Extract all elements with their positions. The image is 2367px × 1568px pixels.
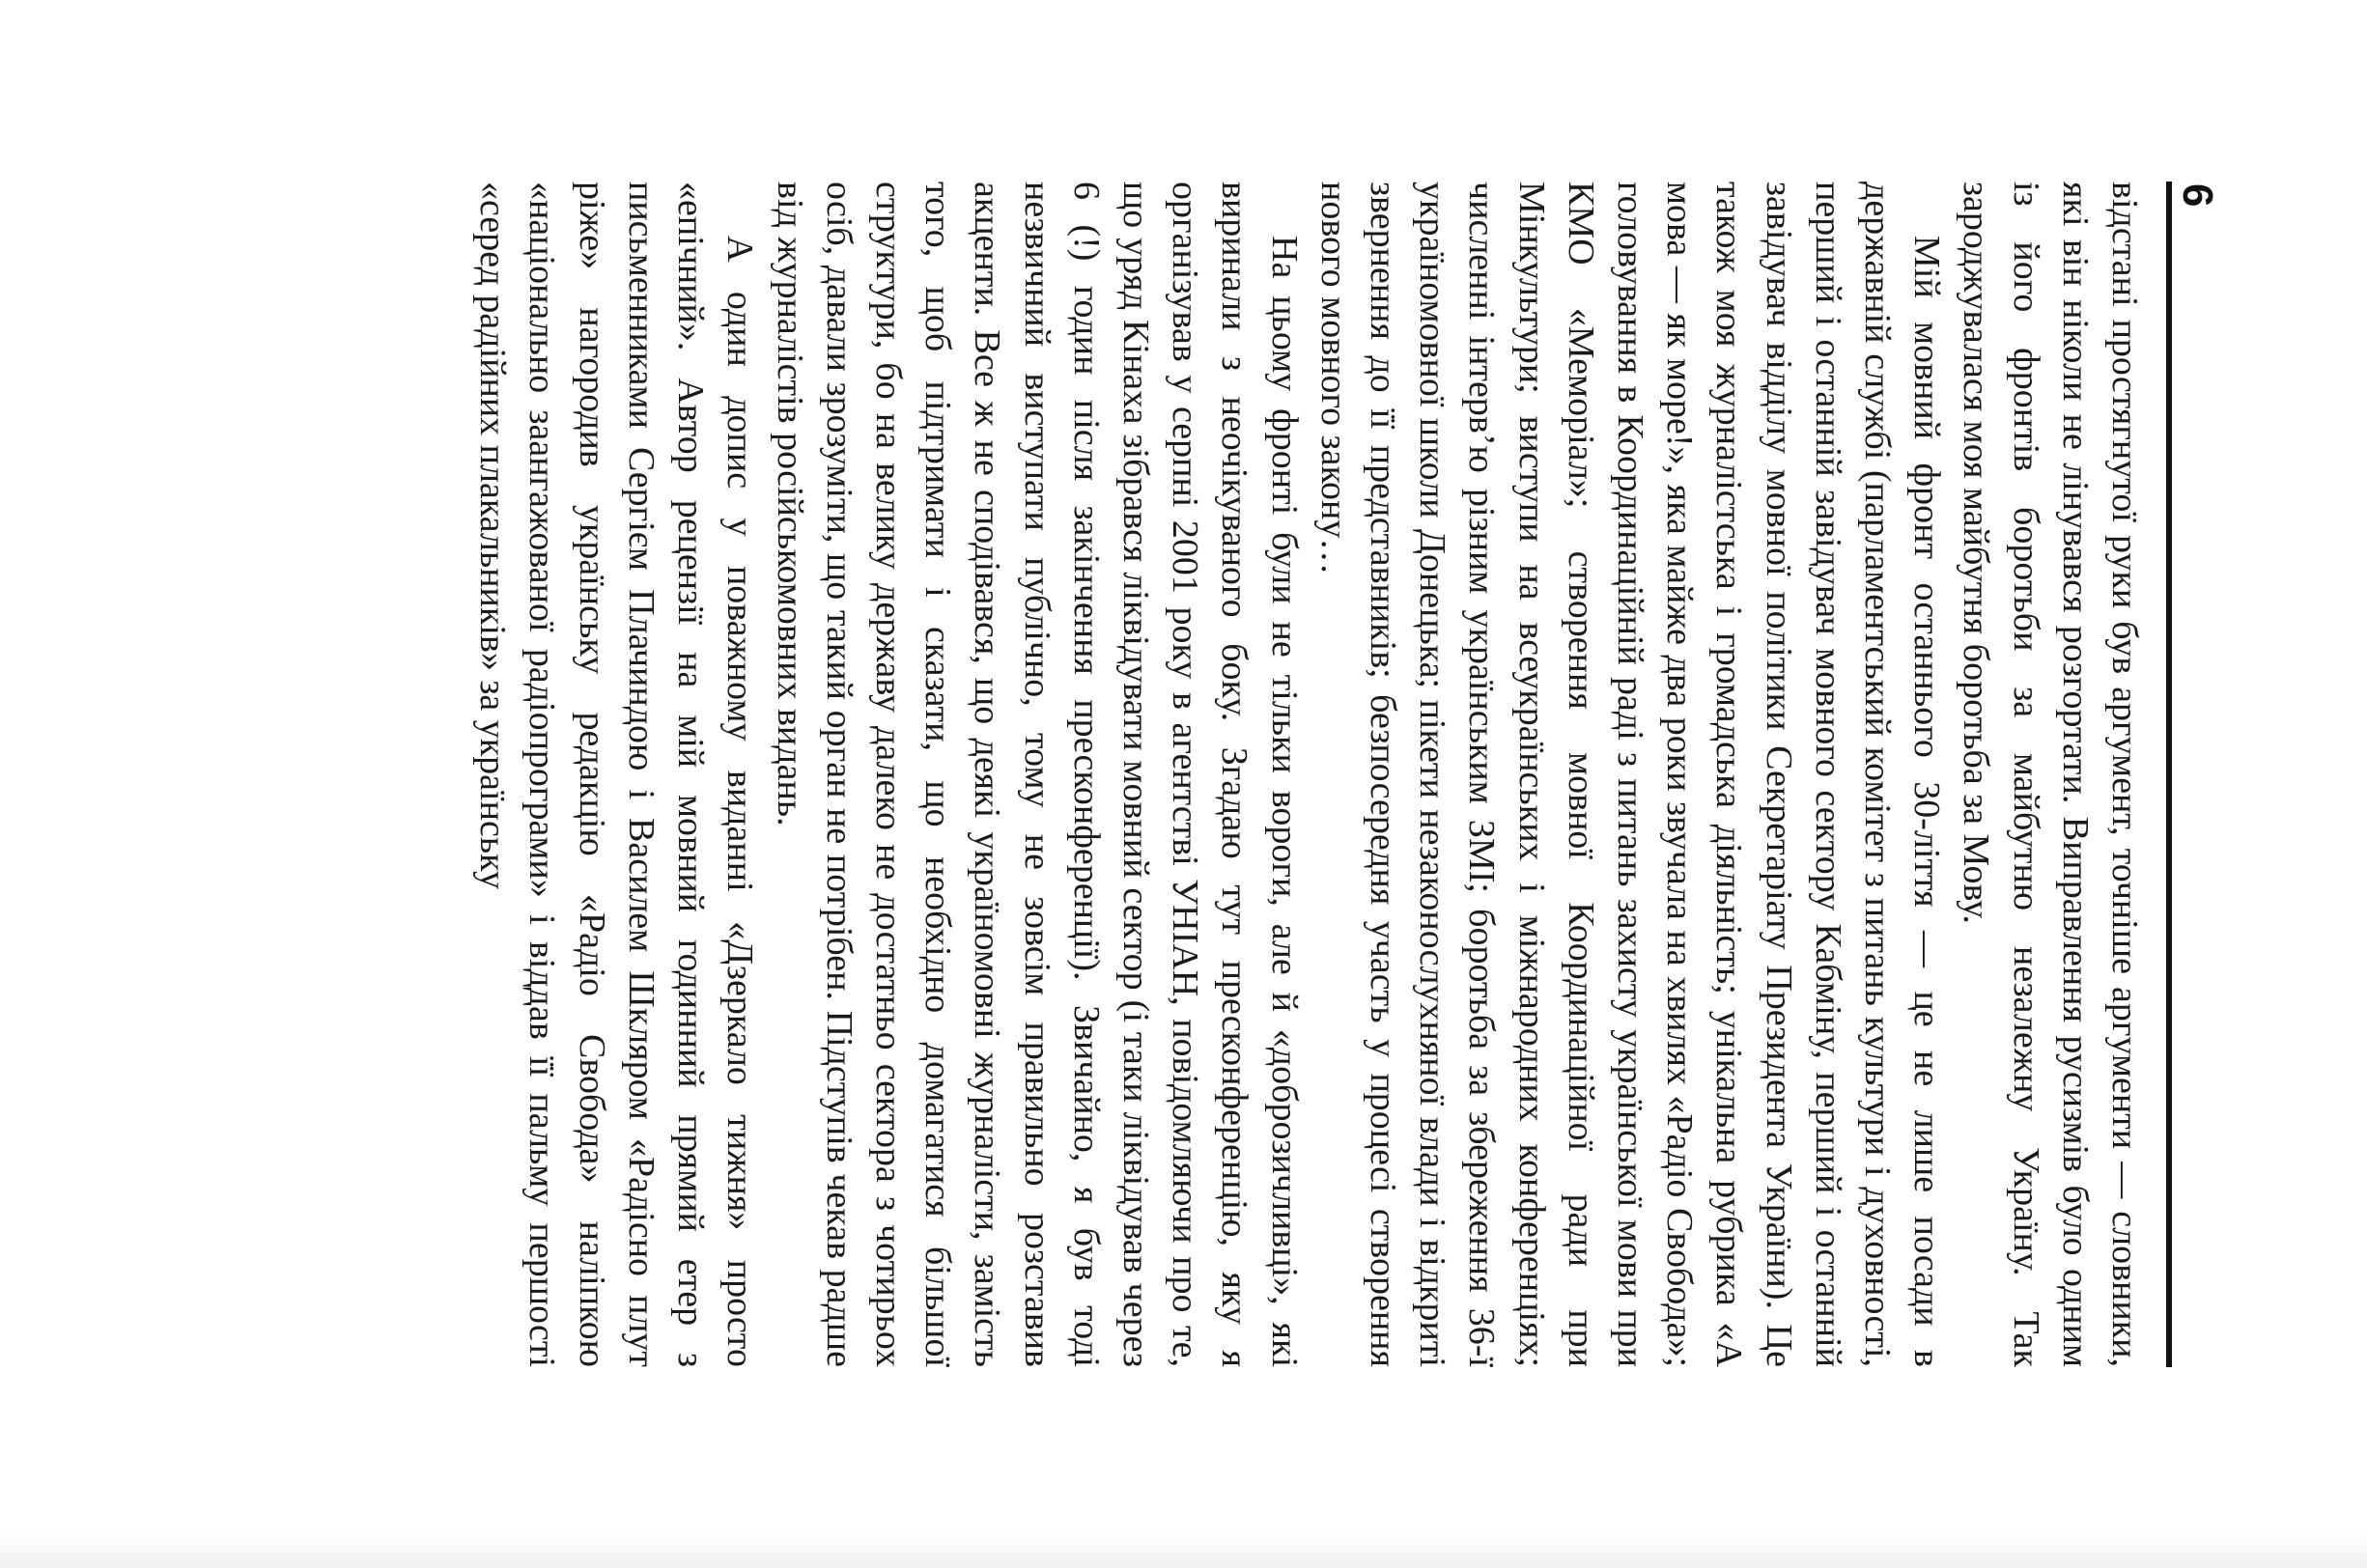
- paragraph-4: А один допис у поважному виданні «Дзеркало тижня» просто «епічний». Автор рецензії на мій мовний годинний прямий етер з письменниками Сергієм Плачиндою і Василем Шкляром «Радісно плут ріже» нагородив українську редакцію «Радіо Свобода» наліпкою «національно заангажованої радіопрограми» і віддав її пальму першості «серед радійних плакальників» за українську: [472, 182, 761, 1367]
- paragraph-2: Мій мовний фронт останнього 30-ліття — це не лише посади в державній службі (парламентський комітет з питань культури і духовності, перший і останній завідувач мовного сектору Кабміну, перший і останній завідувач відділу мовної політики Секретаріату Президента України). Це також моя журналістська і громадська діяльність; унікальна рубрика «А мова — як море!», яка майже два роки звучала на хвилях «Радіо Свобода»; головування в Координаційній раді з питань захисту української мови при КМО «Меморіал»; створення мовної Координаційної ради при Мінкультури; виступи на всеукраїнських і міжнародних конференціях; численні інтерв’ю різним українським ЗМІ; боротьба за збереження 36-ї україномовної школи Донецька; пікети незаконослухняної влади і відкриті звернення до її представників; безпосередня участь у процесі створення нового мовного закону…: [1312, 182, 1948, 1367]
- page-number: 6: [2174, 183, 2221, 208]
- page-header: [2166, 182, 2240, 1367]
- paragraph-3: На цьому фронті були не тільки вороги, але й «доброзичливці», які виринали з неочікуваного боку. Згадаю тут пресконференцію, яку я організував у серпні 2001 року в агентстві УНІАН, повідомляючи про те, що уряд Кінаха зібрався ліквідувати мовний сектор (і таки ліквідував через 6 (!) годин після закінчення пресконференції). Звичайно, я був тоді незвичний виступати публічно, тому не зовсім правильно розставив акценти. Все ж не сподівався, що деякі україномовні журналісти, замість того, щоб підтримати і сказати, що необхідно домагатися більшої структури, бо на велику державу далеко не достатньо сектора з чотирьох осіб, давали зрозуміти, що такий орган не потрібен. Підступів чекав радше від журналістів російськомовних видань.: [769, 182, 1305, 1367]
- scan-edge-shadow: [0, 1533, 2367, 1568]
- text-body: [467, 182, 2149, 1367]
- paragraph-1: відстані простягнутої руки був аргумент, точніше аргументи — словники, які він ніколи не лінувався розгортати. Виправлення русизмів було одним із його фронтів боротьби за майбутню незалежну Україну. Так зароджувалася моя майбутня боротьба за Мову.: [1956, 182, 2145, 1367]
